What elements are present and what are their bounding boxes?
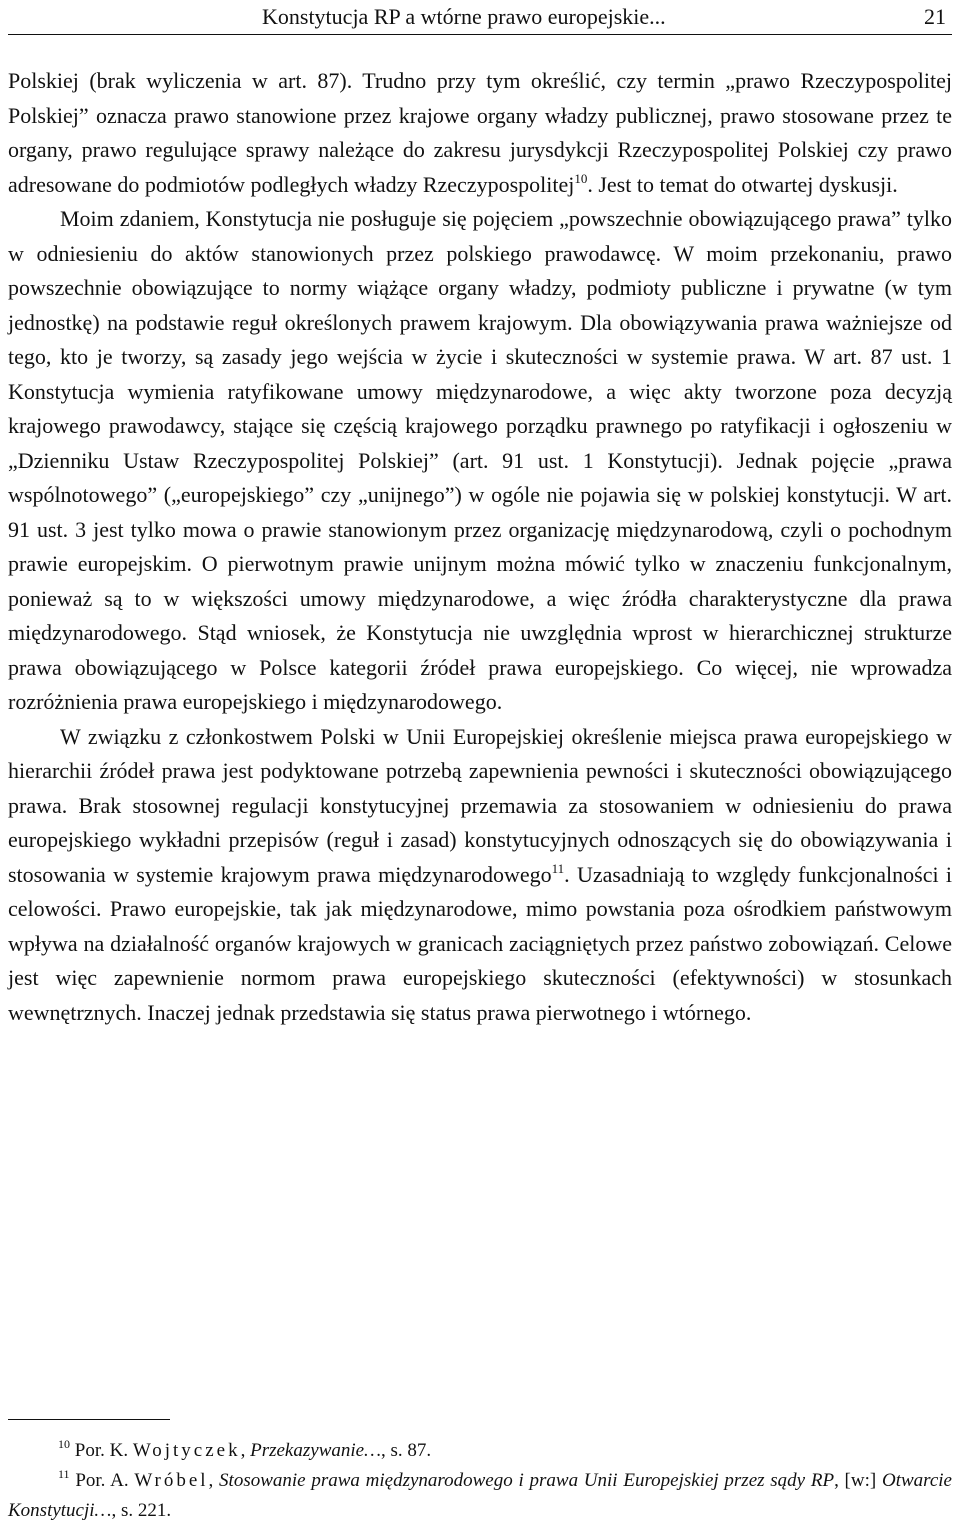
running-header-title: Konstytucja RP a wtórne prawo europejskie... xyxy=(262,4,666,29)
paragraph-1 xyxy=(8,64,952,202)
running-header xyxy=(0,0,960,44)
footnote-title: Przekazywanie… xyxy=(250,1440,381,1461)
footnote-text: , s. 87. xyxy=(380,1440,432,1461)
footnote-text: Por. A. xyxy=(75,1470,135,1491)
footnote-text: , xyxy=(240,1440,251,1461)
paragraph-1-text-end: . Jest to temat do otwartej dyskusji. xyxy=(587,171,898,197)
footnote-text: , xyxy=(208,1470,220,1491)
footnote-number: 10 xyxy=(58,1437,70,1451)
footnote-text: , [w:] xyxy=(834,1470,882,1491)
footnote-10 xyxy=(8,1436,952,1466)
page-number: 21 xyxy=(924,4,946,29)
footnote-ref-11[interactable]: 11 xyxy=(551,860,565,876)
footnote-number: 11 xyxy=(58,1467,70,1481)
footnotes xyxy=(8,1436,952,1526)
footnote-text: Por. K. xyxy=(74,1440,133,1461)
footnote-rule xyxy=(8,1419,170,1420)
header-rule xyxy=(8,34,952,35)
footnote-ref-10[interactable]: 10 xyxy=(574,170,588,186)
paragraph-2: Moim zdaniem, Konstytucja nie posługuje się pojęciem „powszechnie obowiązującego prawa” tylko w odniesieniu do aktów stanowionych przez polskiego prawodawcę. W moim przekonaniu, prawo powszechnie obowiązujące to normy wiążące organy władzy, podmioty publiczne i prywatne (w tym jednostkę) na podstawie reguł określonych prawem krajowym. Dla obowiązywania prawa ważniejsze od tego, kto je tworzy, są zasady jego wejścia w życie i skuteczności w systemie prawa. W art. 87 ust. 1 Konstytucja wymienia ratyfikowane umowy międzynarodowe, a więc akty tworzone poza decyzją krajowego prawodawcy, stające się częścią krajowego porządku prawnego po ratyfikacji i ogłoszeniu w „Dzienniku Ustaw Rzeczypospolitej Polskiej” (art. 91 ust. 1 Konstytucji). Jednak pojęcie „prawa wspólnotowego” („europejskiego” czy „unijnego”) w ogóle nie pojawia się w polskiej konstytucji. W art. 91 ust. 3 jest tylko mowa o prawie stanowionym przez organizację międzynarodową, czyli o pochodnym prawie europejskim. O pierwotnym prawie unijnym można mówić tylko w znaczeniu funkcjonalnym, ponieważ są to w większości umowy międzynarodowe, a więc źródła charakterystyczne dla prawa międzynarodowego. Stąd wniosek, że Konstytucja nie uwzględnia wprost w hierarchicznej strukturze prawa obowiązującego w Polsce kategorii źródeł prawa europejskiego. Co więcej, nie wprowadza rozróżnienia prawa europejskiego i międzynarodowego. xyxy=(8,206,952,714)
footnote-11 xyxy=(8,1466,952,1526)
paragraph-3 xyxy=(8,720,952,1031)
footnote-author: Wróbel xyxy=(134,1470,209,1491)
footnote-title: Stosowanie prawa międzynarodowego i prawa Unii Europejskiej przez sądy RP xyxy=(219,1470,835,1491)
footnote-title: Otwarcie Konstytucji… xyxy=(8,1470,952,1521)
paragraph-3-text: W związku z członkostwem Polski w Unii Europejskiej określenie miejsca prawa europejskiego w hierarchii źródeł prawa jest podyktowane potrzebą zapewnienia pewności i skuteczności obowiązującego prawa. Brak stosownej regulacji konstytucyjnej przemawia za stosowaniem w odniesieniu do prawa europejskiego wykładni przepisów (reguł i zasad) konstytucyjnych odnoszących się do obowiązywania i stosowania w systemie krajowym prawa międzynarodowego xyxy=(8,723,952,887)
paragraph-3-text-end: . Uzasadniają to względy funkcjonalności i celowości. Prawo europejskie, tak jak międzynarodowe, mimo powstania poza ośrodkiem państwowym wpływa na działalność organów krajowych w granicach zaciągniętych przez państwo zobowiązań. Celowe jest więc zapewnienie normom prawa europejskiego skuteczności (efektywności) w stosunkach wewnętrznych. Inaczej jednak przedstawia się status prawa pierwotnego i wtórnego. xyxy=(8,861,952,1025)
main-text xyxy=(8,64,952,1030)
footnote-author: Wojtyczek xyxy=(132,1440,241,1461)
paragraph-1-text: Polskiej (brak wyliczenia w art. 87). Trudno przy tym określić, czy termin „prawo Rzeczypospolitej Polskiej” oznacza prawo stanowione przez krajowe organy władzy publicznej, prawo stosowane przez te organy, prawo regulujące sprawy należące do zakresu jurysdykcji Rzeczypospolitej Polskiej czy prawo adresowane do podmiotów podległych władzy Rzeczypospolitej xyxy=(8,68,952,197)
footnote-text: , s. 221. xyxy=(111,1500,172,1521)
